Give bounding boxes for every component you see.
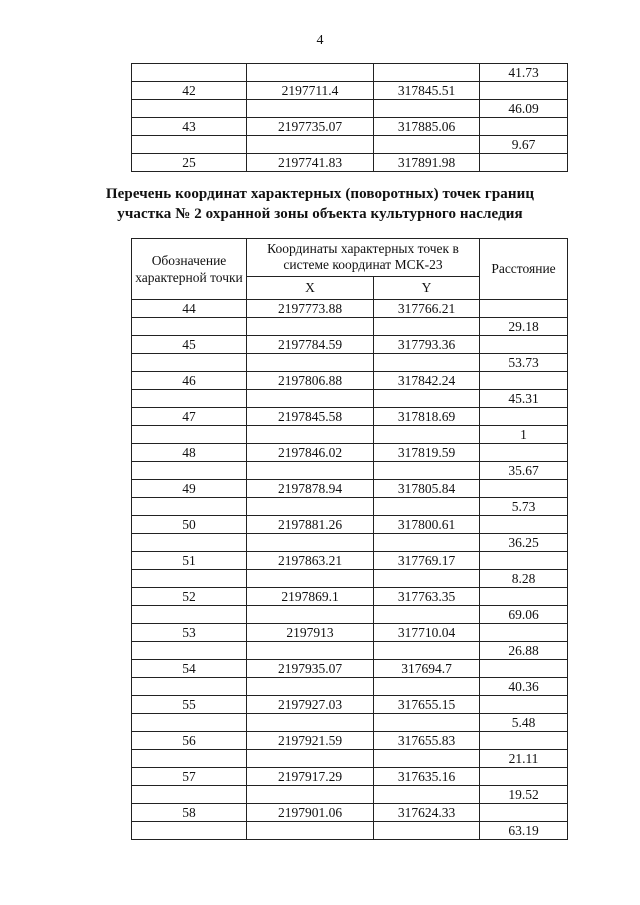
distance-cell: 41.73 xyxy=(480,64,568,82)
distance-cell: 9.67 xyxy=(480,136,568,154)
table-row xyxy=(132,678,568,696)
point-cell: 45 xyxy=(132,336,247,354)
x-cell: 2197881.26 xyxy=(247,516,374,534)
x-cell: 2197901.06 xyxy=(247,804,374,822)
table-row xyxy=(132,372,568,390)
table-row xyxy=(132,750,568,768)
distance-cell: 8.28 xyxy=(480,570,568,588)
header-distance-label: Расстояние xyxy=(480,239,568,300)
x-cell xyxy=(247,354,374,372)
y-cell: 317845.51 xyxy=(374,82,480,100)
coordinates-table-plot-2-body xyxy=(132,300,568,840)
distance-cell: 29.18 xyxy=(480,318,568,336)
table-row xyxy=(132,426,568,444)
coordinates-table-plot-2 xyxy=(131,238,568,840)
y-cell: 317793.36 xyxy=(374,336,480,354)
x-cell xyxy=(247,714,374,732)
table-row xyxy=(132,136,568,154)
distance-cell xyxy=(480,804,568,822)
distance-cell xyxy=(480,118,568,136)
x-cell xyxy=(247,426,374,444)
table-row xyxy=(132,588,568,606)
distance-cell xyxy=(480,660,568,678)
distance-cell: 36.25 xyxy=(480,534,568,552)
header-coords-label: Координаты характерных точек в системе координат МСК-23 xyxy=(247,239,480,277)
y-cell: 317655.83 xyxy=(374,732,480,750)
point-cell: 43 xyxy=(132,118,247,136)
x-cell xyxy=(247,750,374,768)
y-cell xyxy=(374,714,480,732)
table-row xyxy=(132,100,568,118)
table-row xyxy=(132,300,568,318)
x-cell: 2197845.58 xyxy=(247,408,374,426)
table-row xyxy=(132,768,568,786)
x-cell: 2197878.94 xyxy=(247,480,374,498)
y-cell xyxy=(374,100,480,118)
x-cell: 2197935.07 xyxy=(247,660,374,678)
y-cell xyxy=(374,390,480,408)
x-cell xyxy=(247,570,374,588)
table-row xyxy=(132,642,568,660)
x-cell: 2197741.83 xyxy=(247,154,374,172)
point-cell xyxy=(132,750,247,768)
point-cell xyxy=(132,498,247,516)
x-cell xyxy=(247,642,374,660)
table-row xyxy=(132,624,568,642)
x-cell: 2197773.88 xyxy=(247,300,374,318)
table-row xyxy=(132,408,568,426)
table-row xyxy=(132,154,568,172)
distance-cell: 63.19 xyxy=(480,822,568,840)
distance-cell xyxy=(480,336,568,354)
distance-cell xyxy=(480,480,568,498)
point-cell: 44 xyxy=(132,300,247,318)
y-cell: 317635.16 xyxy=(374,768,480,786)
point-cell xyxy=(132,462,247,480)
table-row xyxy=(132,570,568,588)
y-cell: 317763.35 xyxy=(374,588,480,606)
point-cell xyxy=(132,100,247,118)
distance-cell xyxy=(480,696,568,714)
distance-cell xyxy=(480,588,568,606)
table-row xyxy=(132,118,568,136)
x-cell: 2197806.88 xyxy=(247,372,374,390)
x-cell xyxy=(247,64,374,82)
y-cell xyxy=(374,678,480,696)
distance-cell: 21.11 xyxy=(480,750,568,768)
point-cell xyxy=(132,786,247,804)
table-row xyxy=(132,354,568,372)
point-cell xyxy=(132,534,247,552)
table-row xyxy=(132,786,568,804)
y-cell: 317818.69 xyxy=(374,408,480,426)
table-header xyxy=(132,239,568,300)
table-row xyxy=(132,696,568,714)
point-cell: 58 xyxy=(132,804,247,822)
table-row xyxy=(132,714,568,732)
point-cell: 52 xyxy=(132,588,247,606)
section-heading-line-1: Перечень координат характерных (поворотных) точек границ xyxy=(105,186,535,202)
x-cell xyxy=(247,136,374,154)
x-cell: 2197921.59 xyxy=(247,732,374,750)
y-cell xyxy=(374,354,480,372)
y-cell xyxy=(374,426,480,444)
y-cell xyxy=(374,570,480,588)
point-cell xyxy=(132,570,247,588)
y-cell xyxy=(374,136,480,154)
table-row xyxy=(132,336,568,354)
distance-cell: 46.09 xyxy=(480,100,568,118)
x-cell: 2197846.02 xyxy=(247,444,374,462)
y-cell: 317891.98 xyxy=(374,154,480,172)
x-cell xyxy=(247,390,374,408)
x-cell: 2197913 xyxy=(247,624,374,642)
distance-cell: 45.31 xyxy=(480,390,568,408)
point-cell: 46 xyxy=(132,372,247,390)
table-row xyxy=(132,804,568,822)
x-cell xyxy=(247,462,374,480)
point-cell: 54 xyxy=(132,660,247,678)
distance-cell xyxy=(480,768,568,786)
table-row xyxy=(132,64,568,82)
y-cell xyxy=(374,750,480,768)
distance-cell xyxy=(480,372,568,390)
y-cell: 317800.61 xyxy=(374,516,480,534)
point-cell: 47 xyxy=(132,408,247,426)
x-cell: 2197863.21 xyxy=(247,552,374,570)
distance-cell: 53.73 xyxy=(480,354,568,372)
point-cell xyxy=(132,606,247,624)
y-cell: 317842.24 xyxy=(374,372,480,390)
point-cell xyxy=(132,390,247,408)
y-cell xyxy=(374,786,480,804)
x-cell xyxy=(247,822,374,840)
point-cell xyxy=(132,822,247,840)
distance-cell xyxy=(480,408,568,426)
distance-cell xyxy=(480,82,568,100)
coordinates-table-continued xyxy=(131,63,568,172)
x-cell: 2197711.4 xyxy=(247,82,374,100)
distance-cell: 69.06 xyxy=(480,606,568,624)
point-cell: 42 xyxy=(132,82,247,100)
x-cell xyxy=(247,678,374,696)
y-cell: 317805.84 xyxy=(374,480,480,498)
x-cell: 2197927.03 xyxy=(247,696,374,714)
distance-cell: 40.36 xyxy=(480,678,568,696)
distance-cell xyxy=(480,154,568,172)
y-cell: 317766.21 xyxy=(374,300,480,318)
distance-cell xyxy=(480,300,568,318)
point-cell xyxy=(132,714,247,732)
x-cell: 2197735.07 xyxy=(247,118,374,136)
x-cell xyxy=(247,786,374,804)
y-cell xyxy=(374,462,480,480)
coordinates-table-continued-body xyxy=(132,64,568,172)
y-cell: 317769.17 xyxy=(374,552,480,570)
distance-cell: 19.52 xyxy=(480,786,568,804)
section-heading-line-2: участка № 2 охранной зоны объекта культурного наследия xyxy=(117,206,523,222)
table-row xyxy=(132,822,568,840)
x-cell xyxy=(247,318,374,336)
table-row xyxy=(132,82,568,100)
distance-cell: 1 xyxy=(480,426,568,444)
point-cell: 57 xyxy=(132,768,247,786)
y-cell xyxy=(374,318,480,336)
point-cell xyxy=(132,354,247,372)
y-cell: 317819.59 xyxy=(374,444,480,462)
distance-cell: 26.88 xyxy=(480,642,568,660)
distance-cell xyxy=(480,516,568,534)
y-cell: 317710.04 xyxy=(374,624,480,642)
table-row xyxy=(132,732,568,750)
table-row xyxy=(132,606,568,624)
table-row xyxy=(132,480,568,498)
table-row xyxy=(132,498,568,516)
section-heading xyxy=(100,184,540,224)
table-row xyxy=(132,516,568,534)
y-cell xyxy=(374,822,480,840)
point-cell xyxy=(132,64,247,82)
y-cell xyxy=(374,606,480,624)
x-cell xyxy=(247,498,374,516)
y-cell xyxy=(374,64,480,82)
distance-cell xyxy=(480,552,568,570)
distance-cell: 5.48 xyxy=(480,714,568,732)
x-cell xyxy=(247,534,374,552)
distance-cell xyxy=(480,732,568,750)
distance-cell xyxy=(480,624,568,642)
page-number: 4 xyxy=(316,33,324,48)
point-cell: 53 xyxy=(132,624,247,642)
y-cell: 317694.7 xyxy=(374,660,480,678)
point-cell: 25 xyxy=(132,154,247,172)
header-point-label: Обозначение характерной точки xyxy=(132,239,247,300)
x-cell: 2197917.29 xyxy=(247,768,374,786)
y-cell: 317655.15 xyxy=(374,696,480,714)
header-y-label: Y xyxy=(374,276,480,299)
x-cell: 2197869.1 xyxy=(247,588,374,606)
table-row xyxy=(132,444,568,462)
x-cell: 2197784.59 xyxy=(247,336,374,354)
distance-cell xyxy=(480,444,568,462)
header-x-label: X xyxy=(247,276,374,299)
point-cell: 48 xyxy=(132,444,247,462)
table-row xyxy=(132,318,568,336)
point-cell: 51 xyxy=(132,552,247,570)
point-cell xyxy=(132,136,247,154)
y-cell xyxy=(374,498,480,516)
table-row xyxy=(132,462,568,480)
table-row xyxy=(132,534,568,552)
y-cell: 317624.33 xyxy=(374,804,480,822)
x-cell xyxy=(247,100,374,118)
distance-cell: 5.73 xyxy=(480,498,568,516)
point-cell xyxy=(132,318,247,336)
x-cell xyxy=(247,606,374,624)
point-cell: 56 xyxy=(132,732,247,750)
point-cell: 50 xyxy=(132,516,247,534)
point-cell xyxy=(132,426,247,444)
distance-cell: 35.67 xyxy=(480,462,568,480)
table-row xyxy=(132,390,568,408)
y-cell xyxy=(374,534,480,552)
point-cell xyxy=(132,642,247,660)
y-cell: 317885.06 xyxy=(374,118,480,136)
point-cell xyxy=(132,678,247,696)
point-cell: 55 xyxy=(132,696,247,714)
table-row xyxy=(132,552,568,570)
table-row xyxy=(132,660,568,678)
point-cell: 49 xyxy=(132,480,247,498)
y-cell xyxy=(374,642,480,660)
